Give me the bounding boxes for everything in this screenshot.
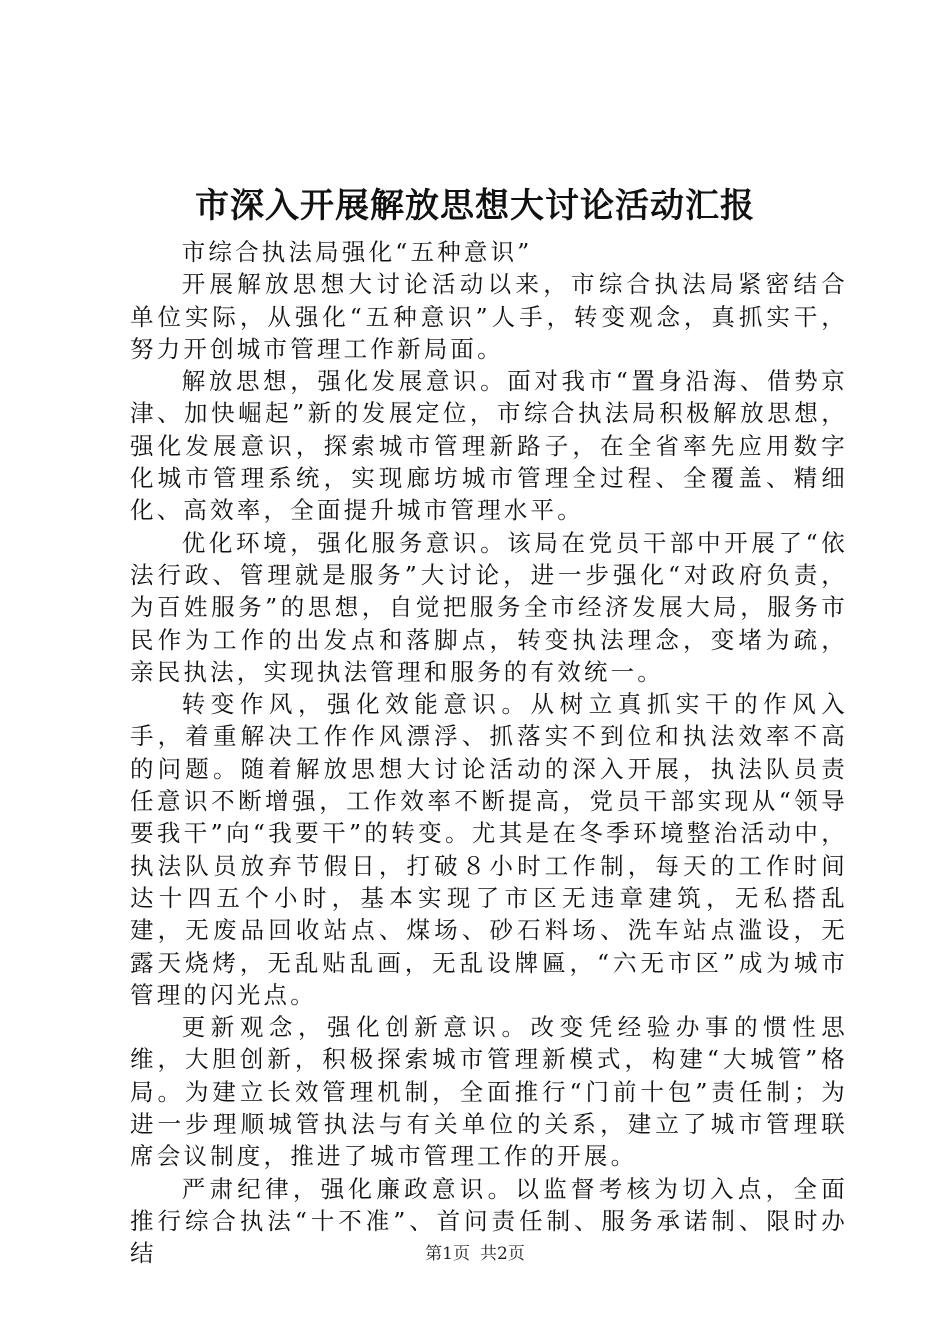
service-awareness-paragraph: 优化环境，强化服务意识。该局在党员干部中开展了“依法行政、管理就是服务”大讨论，进一步强化“对政府负责，为百姓服务”的思想，自觉把服务全市经济发展大局，服务市民作为工作的出发点和落脚点，转变执法理念，变堵为疏，亲民执法，实现执法管理和服务的有效统一。 — [130, 528, 848, 686]
intro-paragraph: 开展解放思想大讨论活动以来，市综合执法局紧密结合单位实际，从强化“五种意识”人手，转变观念，真抓实干，努力开创城市管理工作新局面。 — [130, 270, 848, 363]
document-body — [130, 236, 848, 1270]
development-awareness-paragraph: 解放思想，强化发展意识。面对我市“置身沿海、借势京津、加快崛起”新的发展定位，市综合执法局积极解放思想，强化发展意识，探索城市管理新路子，在全省率先应用数字化城市管理系统，实现廊坊城市管理全过程、全覆盖、精细化、高效率，全面提升城市管理水平。 — [130, 367, 848, 525]
efficiency-awareness-paragraph: 转变作风，强化效能意识。从树立真抓实干的作风入手，着重解决工作作风漂浮、抓落实不到位和执法效率不高的问题。随着解放思想大讨论活动的深入开展，执法队员责任意识不断增强，工作效率不断提高，党员干部实现从“领导要我干”向“我要干”的转变。尤其是在冬季环境整治活动中，执法队员放弃节假日，打破８小时工作制，每天的工作时间达十四五个小时，基本实现了市区无违章建筑，无私搭乱建，无废品回收站点、煤场、砂石料场、洗车站点滥设，无露天烧烤，无乱贴乱画，无乱设牌匾，“六无市区”成为城市管理的闪光点。 — [130, 690, 848, 1009]
subtitle-paragraph: 市综合执法局强化“五种意识” — [181, 238, 533, 266]
page-footer — [0, 1242, 950, 1266]
total-pages: 共2页 — [480, 1244, 525, 1264]
innovation-awareness-paragraph: 更新观念，强化创新意识。改变凭经验办事的惯性思维，大胆创新，积极探索城市管理新模式，构建“大城管”格局。为建立长效管理机制，全面推行“门前十包”责任制；为进一步理顺城管执法与有关单位的关系，建立了城市管理联席会议制度，推进了城市管理工作的开展。 — [130, 1013, 848, 1171]
integrity-awareness-paragraph: 严肃纪律，强化廉政意识。以监督考核为切入点，全面推行综合执法“十不准”、首问责任制、服务承诺制、限时办结 — [130, 1174, 848, 1268]
document-title: 市深入开展解放思想大讨论活动汇报 — [195, 186, 755, 226]
current-page-number: 第1页 — [425, 1244, 470, 1264]
